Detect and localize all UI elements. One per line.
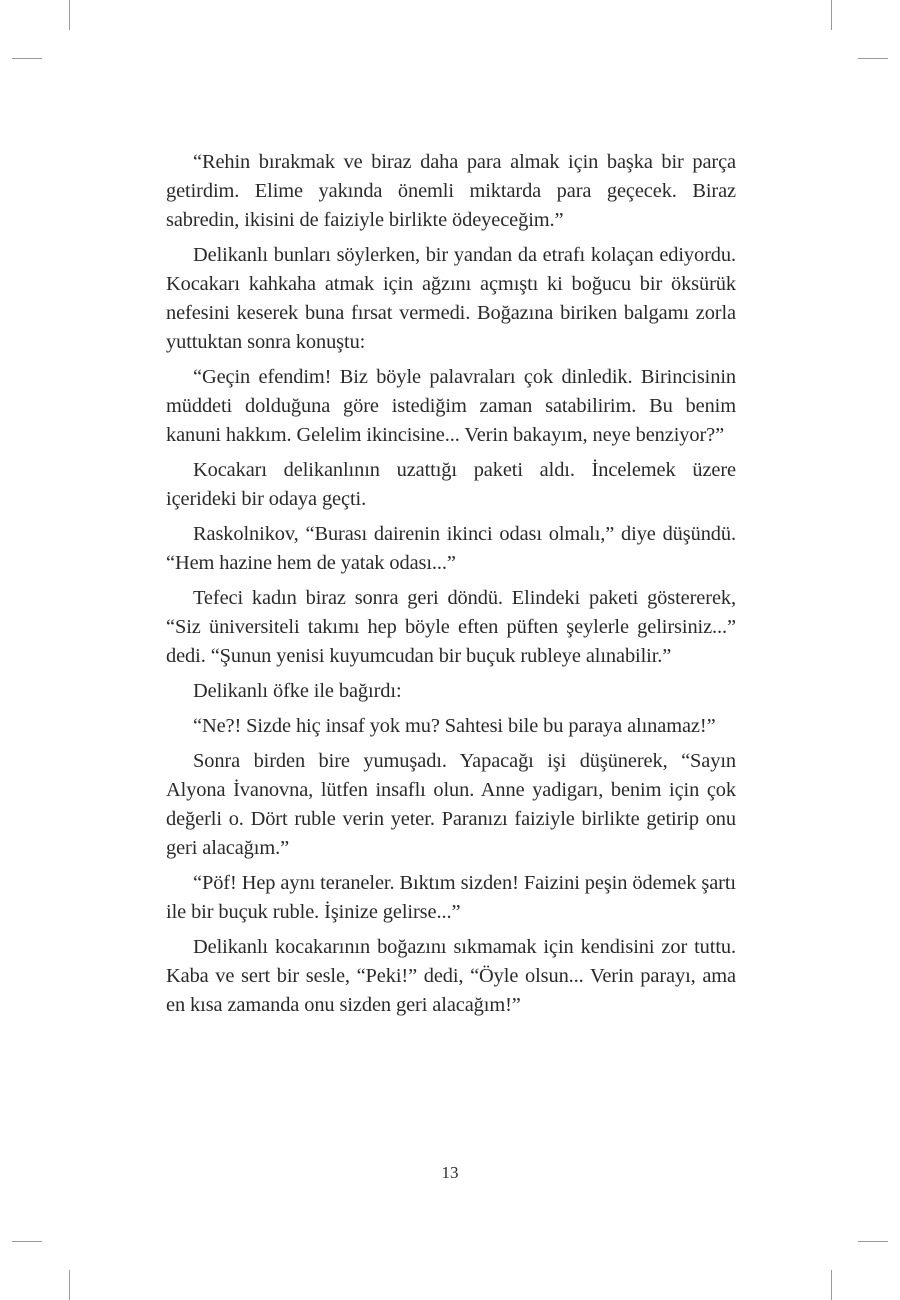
paragraph: “Ne?! Sizde hiç insaf yok mu? Sahtesi bile bu paraya alınamaz!” [193, 715, 716, 737]
paragraph: Sonra birden bire yumuşadı. Yapacağı işi düşünerek, “Sayın Alyona İvanovna, lütfen insaflı olun. Anne yadigarı, benim için çok değerli o. Dört ruble verin yeter. Paranızı faiziyle birlikte getirip onu geri alacağım.” [166, 750, 736, 859]
crop-mark-left-top [12, 58, 42, 59]
page-body [166, 148, 736, 1026]
paragraph: Kocakarı delikanlının uzattığı paketi aldı. İncelemek üzere içerideki bir odaya geçti. [166, 459, 736, 510]
paragraph: “Rehin bırakmak ve biraz daha para almak için başka bir parça getirdim. Elime yakında önemli miktarda para geçecek. Biraz sabredin, ikisini de faiziyle birlikte ödeyeceğim.” [166, 151, 736, 231]
paragraph: “Pöf! Hep aynı teraneler. Bıktım sizden! Faizini peşin ödemek şartı ile bir buçuk ruble. İşinize gelirse...” [166, 872, 736, 923]
paragraph: Delikanlı kocakarının boğazını sıkmamak için kendisini zor tuttu. Kaba ve sert bir sesle, “Peki!” dedi, “Öyle olsun... Verin parayı, ama en kısa zamanda onu sizden geri alacağım!” [166, 936, 736, 1016]
crop-mark-top-left [69, 0, 70, 30]
paragraph: Delikanlı bunları söylerken, bir yandan da etrafı kolaçan ediyordu. Kocakarı kahkaha atmak için ağzını açmıştı ki boğucu bir öksürük nefesini keserek buna fırsat vermedi. Boğazına biriken balgamı zorla yuttuktan sonra konuştu: [166, 244, 736, 353]
crop-mark-right-top [858, 58, 888, 59]
paragraph: “Geçin efendim! Biz böyle palavraları çok dinledik. Birincisinin müddeti dolduğuna göre istediğim zaman satabilirim. Bu benim kanuni hakkım. Gelelim ikincisine... Verin bakayım, neye benziyor?” [166, 366, 736, 446]
crop-mark-bottom-right [831, 1270, 832, 1300]
paragraph: Tefeci kadın biraz sonra geri döndü. Elindeki paketi göstererek, “Siz üniversiteli takımı hep böyle eften püften şeylerle gelirsiniz...” dedi. “Şunun yenisi kuyumcudan bir buçuk rubleye alınabilir.” [166, 587, 736, 667]
crop-mark-bottom-left [69, 1270, 70, 1300]
page-number: 13 [441, 1163, 459, 1182]
paragraph: Raskolnikov, “Burası dairenin ikinci odası olmalı,” diye düşündü. “Hem hazine hem de yatak odası...” [166, 523, 736, 574]
crop-mark-left-bottom [12, 1241, 42, 1242]
crop-mark-top-right [831, 0, 832, 30]
paragraph: Delikanlı öfke ile bağırdı: [193, 680, 402, 702]
crop-mark-right-bottom [858, 1241, 888, 1242]
